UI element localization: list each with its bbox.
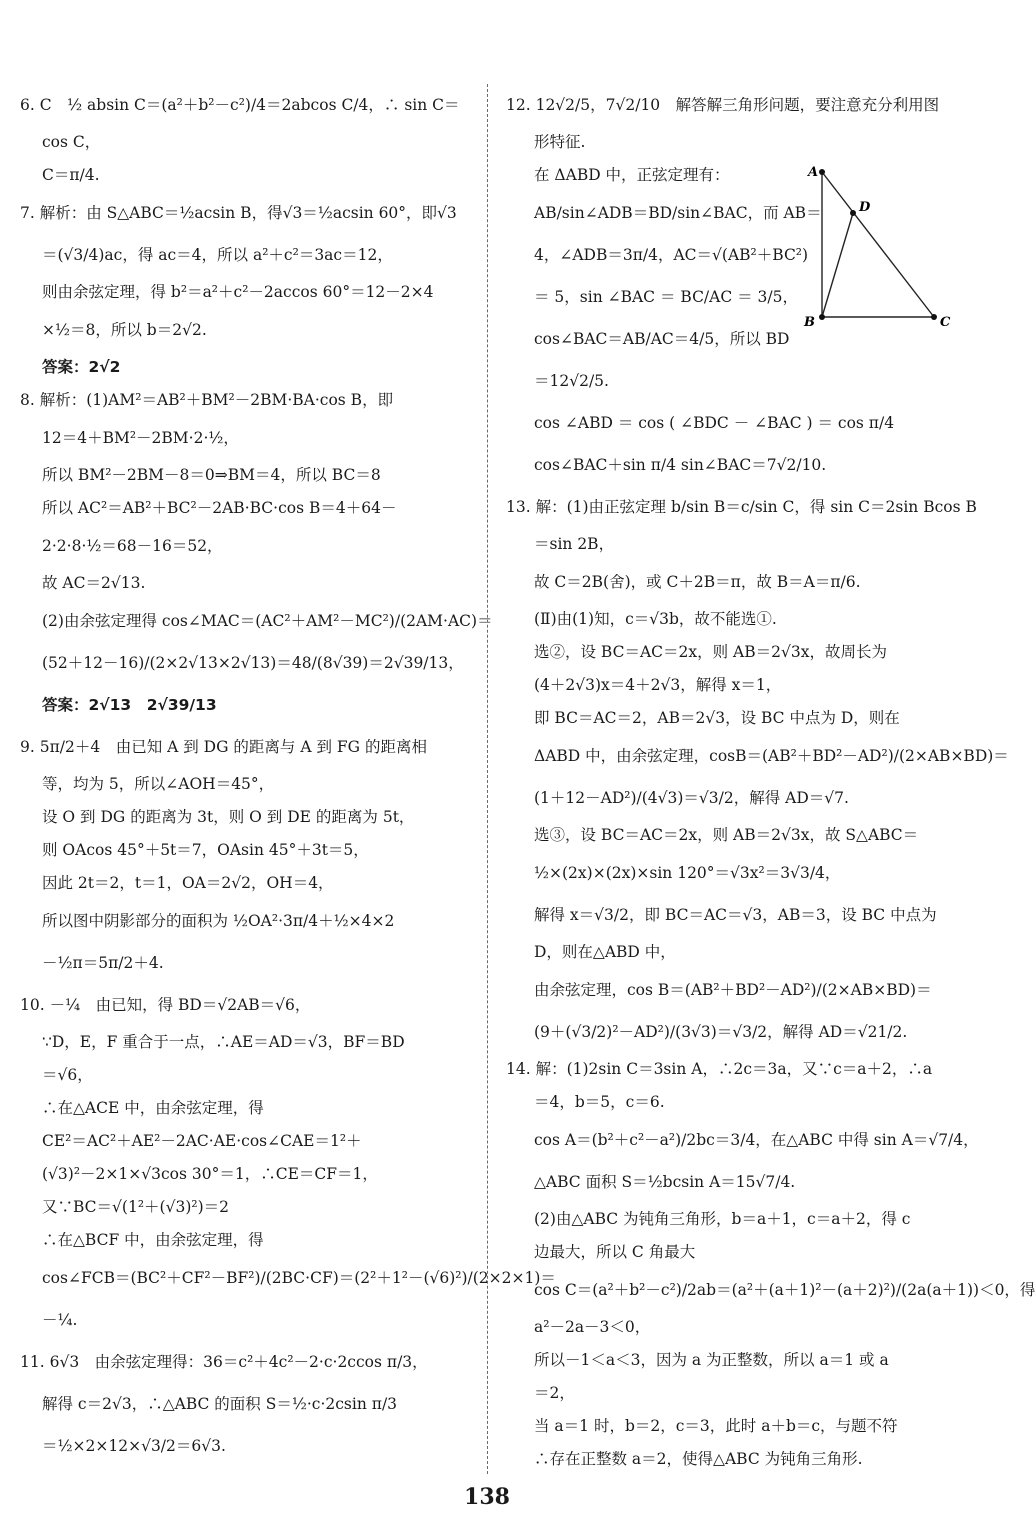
- text-line: (9＋(√3/2)²－AD²)/(3√3)＝√3/2，解得 AD＝√21/2.: [534, 1023, 908, 1041]
- text-line: cos∠FCB＝(BC²＋CF²－BF²)/(2BC·CF)＝(2²＋1²－(√6)²)/(2×2×1)＝: [42, 1269, 556, 1287]
- text-line: CE²＝AC²＋AE²－2AC·AE·cos∠CAE＝1²＋: [42, 1132, 362, 1150]
- text-line: 解得 c＝2√3，∴△ABC 的面积 S＝½·c·2csin π/3: [42, 1395, 398, 1413]
- text-line: (√3)²－2×1×√3cos 30°＝1，∴CE＝CF＝1，: [42, 1165, 378, 1183]
- text-line: 7. 解析：由 S△ABC＝½acsin B，得√3＝½acsin 60°，即√3: [20, 204, 457, 222]
- text-line: ×½＝8，所以 b＝2√2.: [42, 321, 207, 339]
- text-line: 解得 x＝√3/2，即 BC＝AC＝√3，AB＝3，设 BC 中点为: [534, 906, 937, 924]
- text-line: 12＝4＋BM²－2BM·2·½，: [42, 429, 239, 447]
- text-line: 即 BC＝AC＝2，AB＝2√3，设 BC 中点为 D，则在: [534, 709, 900, 727]
- text-line: 9. 5π/2＋4 由已知 A 到 DG 的距离与 A 到 FG 的距离相: [20, 738, 427, 756]
- text-line: (Ⅱ)由(1)知，c＝√3b，故不能选①.: [534, 610, 777, 628]
- text-line: ∴在△ACE 中，由余弦定理，得: [42, 1099, 264, 1117]
- text-line: 答案：2√13 2√39/13: [42, 696, 217, 714]
- page-number: 138: [464, 1484, 510, 1510]
- label-d: D: [859, 200, 871, 215]
- text-line: －½π＝5π/2＋4.: [42, 954, 164, 972]
- left-column: [20, 84, 556, 1467]
- text-line: ＝4，b＝5，c＝6.: [534, 1093, 665, 1111]
- text-line: D，则在△ABD 中，: [534, 943, 676, 961]
- label-a: A: [808, 165, 819, 180]
- text-line: －¼.: [42, 1311, 78, 1329]
- text-line: cos C＝(a²＋b²－c²)/2ab＝(a²＋(a＋1)²－(a＋2)²)/(2a(a＋1))＜0，得: [534, 1281, 1035, 1299]
- text-line: cos A＝(b²＋c²－a²)/2bc＝3/4，在△ABC 中得 sin A＝√7/4，: [534, 1131, 979, 1149]
- text-line: ∴在△BCF 中，由余弦定理，得: [42, 1231, 264, 1249]
- text-line: 在 ΔABD 中，正弦定理有：: [534, 166, 730, 184]
- text-line: ＝12√2/5.: [534, 372, 609, 390]
- text-line: ＝(√3/4)ac，得 ac＝4，所以 a²＋c²＝3ac＝12，: [42, 246, 393, 264]
- text-line: 则 OAcos 45°＋5t＝7，OAsin 45°＋3t＝5，: [42, 841, 369, 859]
- text-line: 所以 AC²＝AB²＋BC²－2AB·BC·cos B＝4＋64－: [42, 499, 397, 517]
- text-line: 11. 6√3 由余弦定理得：36＝c²＋4c²－2·c·2ccos π/3，: [20, 1353, 428, 1371]
- text-line: C＝π/4.: [42, 166, 100, 184]
- text-line: cos∠BAC＝AB/AC＝4/5，所以 BD: [534, 330, 790, 348]
- text-line: 又∵BC＝√(1²＋(√3)²)＝2: [42, 1198, 229, 1216]
- column-divider: [487, 84, 488, 1474]
- text-line: 所以 BM²－2BM－8＝0⇒BM＝4，所以 BC＝8: [42, 466, 381, 484]
- text-line: cos∠BAC＋sin π/4 sin∠BAC＝7√2/10.: [534, 456, 827, 474]
- text-line: 则由余弦定理，得 b²＝a²＋c²－2accos 60°＝12－2×4: [42, 283, 434, 301]
- text-line: 等，均为 5，所以∠AOH＝45°，: [42, 775, 275, 793]
- text-line: 答案：2√2: [42, 358, 121, 376]
- text-line: △ABC 面积 S＝½bcsin A＝15√7/4.: [534, 1173, 796, 1191]
- text-line: ＝sin 2B，: [534, 535, 615, 553]
- text-line: a²－2a－3＜0，: [534, 1318, 651, 1336]
- text-line: 所以图中阴影部分的面积为 ½OA²·3π/4＋½×4×2: [42, 912, 395, 930]
- text-line: cos C，: [42, 133, 101, 151]
- text-line: 所以－1＜a＜3，因为 a 为正整数，所以 a＝1 或 a: [534, 1351, 889, 1369]
- label-b: B: [804, 315, 815, 330]
- text-line: ＝√6，: [42, 1066, 93, 1084]
- text-line: 形特征.: [534, 133, 586, 151]
- text-line: 10. －¼ 由已知，得 BD＝√2AB＝√6，: [20, 996, 311, 1014]
- text-line: ＝½×2×12×√3/2＝6√3.: [42, 1437, 226, 1455]
- triangle-figure: [796, 162, 966, 332]
- text-line: 6. C ½ absin C＝(a²＋b²－c²)/4＝2abcos C/4，∴ sin C＝: [20, 96, 460, 114]
- text-line: 故 AC＝2√13.: [42, 574, 146, 592]
- text-line: ΔABD 中，由余弦定理，cosB＝(AB²＋BD²－AD²)/(2×AB×BD)＝: [534, 747, 1009, 765]
- text-line: cos ∠ABD ＝ cos ( ∠BDC － ∠BAC ) ＝ cos π/4: [534, 414, 895, 432]
- text-line: 2·2·8·½＝68－16＝52，: [42, 537, 223, 555]
- text-line: 故 C＝2B(舍)，或 C＋2B＝π，故 B＝A＝π/6.: [534, 573, 861, 591]
- text-line: (2)由△ABC 为钝角三角形，b＝a＋1，c＝a＋2，得 c: [534, 1210, 911, 1228]
- text-line: 12. 12√2/5，7√2/10 解答解三角形问题，要注意充分利用图: [506, 96, 940, 114]
- text-line: 8. 解析：(1)AM²＝AB²＋BM²－2BM·BA·cos B，即: [20, 391, 394, 409]
- text-line: 设 O 到 DG 的距离为 3t，则 O 到 DE 的距离为 5t，: [42, 808, 415, 826]
- text-line: (52＋12－16)/(2×2√13×2√13)＝48/(8√39)＝2√39/13，: [42, 654, 464, 672]
- text-line: 因此 2t＝2，t＝1，OA＝2√2，OH＝4，: [42, 874, 334, 892]
- text-line: 由余弦定理，cos B＝(AB²＋BD²－AD²)/(2×AB×BD)＝: [534, 981, 932, 999]
- text-line: 13. 解：(1)由正弦定理 b/sin B＝c/sin C，得 sin C＝2sin Bcos B: [506, 498, 977, 516]
- text-line: (1＋12－AD²)/(4√3)＝√3/2，解得 AD＝√7.: [534, 789, 849, 807]
- text-line: ∴存在正整数 a＝2，使得△ABC 为钝角三角形.: [534, 1450, 863, 1468]
- text-line: (4＋2√3)x＝4＋2√3，解得 x＝1，: [534, 676, 782, 694]
- text-line: ½×(2x)×(2x)×sin 120°＝√3x²＝3√3/4，: [534, 864, 841, 882]
- text-line: 边最大，所以 C 角最大: [534, 1243, 696, 1261]
- text-line: AB/sin∠ADB＝BD/sin∠BAC，而 AB＝: [534, 204, 822, 222]
- text-line: ∵D，E，F 重合于一点，∴AE＝AD＝√3，BF＝BD: [42, 1033, 405, 1051]
- text-line: ＝2，: [534, 1384, 575, 1402]
- text-line: (2)由余弦定理得 cos∠MAC＝(AC²＋AM²－MC²)/(2AM·AC)＝: [42, 612, 493, 630]
- text-line: 14. 解：(1)2sin C＝3sin A，∴2c＝3a，又∵c＝a＋2，∴a: [506, 1060, 933, 1078]
- text-line: 4，∠ADB＝3π/4，AC＝√(AB²＋BC²): [534, 246, 809, 264]
- text-line: 当 a＝1 时，b＝2，c＝3，此时 a＋b＝c，与题不符: [534, 1417, 898, 1435]
- text-line: 选②，设 BC＝AC＝2x，则 AB＝2√3x，故周长为: [534, 643, 887, 661]
- text-line: 选③，设 BC＝AC＝2x，则 AB＝2√3x，故 S△ABC＝: [534, 826, 919, 844]
- text-line: ＝ 5，sin ∠BAC ＝ BC/AC ＝ 3/5，: [534, 288, 799, 306]
- label-c: C: [940, 315, 951, 330]
